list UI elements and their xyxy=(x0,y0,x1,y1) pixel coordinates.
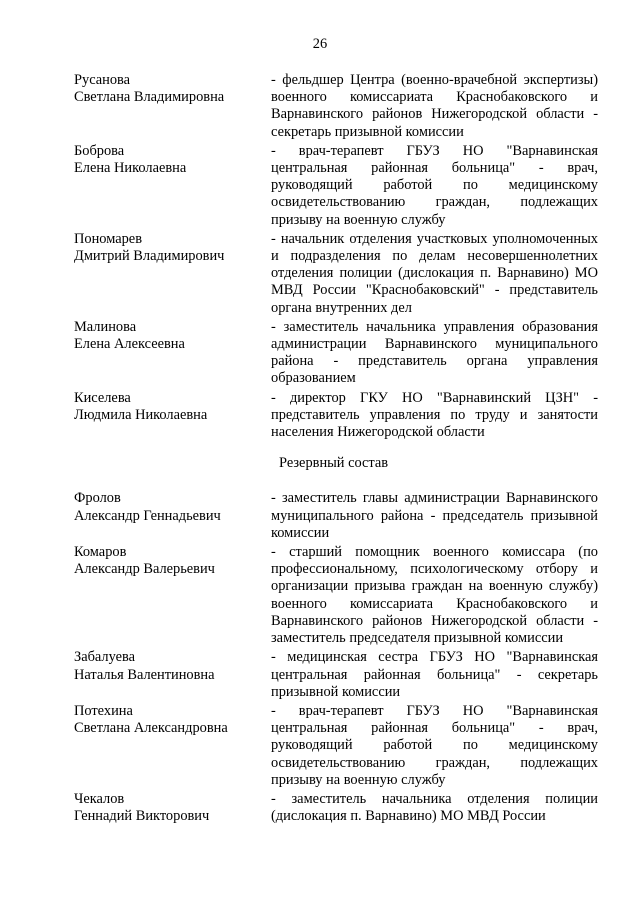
member-given-names: Людмила Николаевна xyxy=(74,406,208,423)
member-entry xyxy=(74,72,598,141)
member-role: - заместитель главы администрации Варнавинского муниципального района - председатель призывной комиссии xyxy=(271,490,598,541)
member-role: - директор ГКУ НО "Варнавинский ЦЗН" - представитель управления по труду и занятости населения Нижегородской области xyxy=(271,389,598,441)
member-name xyxy=(74,72,271,106)
member-role: - старший помощник военного комиссара (по профессиональному, психологическому отбору и организации призыва граждан на военную службу) военного комиссариата Краснобаковского и Варнавинского районов Нижегородской области - заместитель председателя призывной комиссии xyxy=(271,544,598,647)
member-surname: Боброва xyxy=(74,142,125,159)
member-role: - врач-терапевт ГБУЗ НО "Варнавинская центральная районная больница" - врач, руководящий работой по медицинскому освидетельствованию граждан, подлежащих призыву на военную службу xyxy=(271,142,598,228)
document-body xyxy=(74,72,598,827)
reserve-member-entry xyxy=(74,703,598,789)
member-given-names: Елена Алексеевна xyxy=(74,336,185,353)
member-surname: Потехина xyxy=(74,702,133,719)
member-role: - заместитель начальника отделения полиции (дислокация п. Варнавино) МО МВД России xyxy=(271,790,598,825)
member-given-names: Александр Геннадьевич xyxy=(74,507,221,524)
reserve-section-title: Резервный состав xyxy=(279,455,389,472)
member-surname: Малинова xyxy=(74,318,137,335)
member-given-names: Геннадий Викторович xyxy=(74,808,210,825)
reserve-member-entry xyxy=(74,490,598,542)
member-name xyxy=(74,544,271,578)
member-surname: Киселева xyxy=(74,389,131,406)
member-surname: Русанова xyxy=(74,72,131,88)
member-entry xyxy=(74,231,598,317)
member-surname: Чекалов xyxy=(74,790,125,807)
member-name xyxy=(74,649,271,683)
member-entry xyxy=(74,319,598,388)
member-entry xyxy=(74,390,598,442)
member-role: - заместитель начальника управления образования администрации Варнавинского муниципального района - представитель органа управления образованием xyxy=(271,318,598,387)
member-given-names: Елена Николаевна xyxy=(74,160,187,177)
member-given-names: Светлана Александровна xyxy=(74,720,228,737)
member-name xyxy=(74,319,271,353)
member-name xyxy=(74,390,271,424)
member-role: - врач-терапевт ГБУЗ НО "Варнавинская центральная районная больница" - врач, руководящий работой по медицинскому освидетельствованию граждан, подлежащих призыву на военную службу xyxy=(271,702,598,788)
member-surname: Забалуева xyxy=(74,649,135,666)
member-given-names: Светлана Владимировна xyxy=(74,89,225,106)
page-number: 26 xyxy=(312,36,328,52)
member-given-names: Наталья Валентиновна xyxy=(74,666,215,683)
member-name xyxy=(74,490,271,524)
member-name xyxy=(74,143,271,177)
member-name xyxy=(74,791,271,825)
member-surname: Комаров xyxy=(74,544,127,561)
member-name xyxy=(74,231,271,265)
member-surname: Пономарев xyxy=(74,230,142,247)
member-given-names: Александр Валерьевич xyxy=(74,561,215,578)
member-name xyxy=(74,703,271,737)
reserve-member-entry xyxy=(74,544,598,647)
member-entry xyxy=(74,143,598,229)
member-role: - начальник отделения участковых уполномоченных и подразделения по делам несовершеннолетних отделения полиции (дислокация п. Варнавино) МО МВД России "Краснобаковский" - представитель органа внутренних дел xyxy=(271,230,598,316)
member-surname: Фролов xyxy=(74,490,121,507)
member-given-names: Дмитрий Владимирович xyxy=(74,248,225,265)
reserve-member-entry xyxy=(74,791,598,825)
reserve-member-entry xyxy=(74,649,598,701)
member-role: - фельдшер Центра (военно-врачебной экспертизы) военного комиссариата Краснобаковского и Варнавинского районов Нижегородской области - секретарь призывной комиссии xyxy=(271,72,598,140)
member-role: - медицинская сестра ГБУЗ НО "Варнавинская центральная районная больница" - секретарь призывной комиссии xyxy=(271,649,598,700)
